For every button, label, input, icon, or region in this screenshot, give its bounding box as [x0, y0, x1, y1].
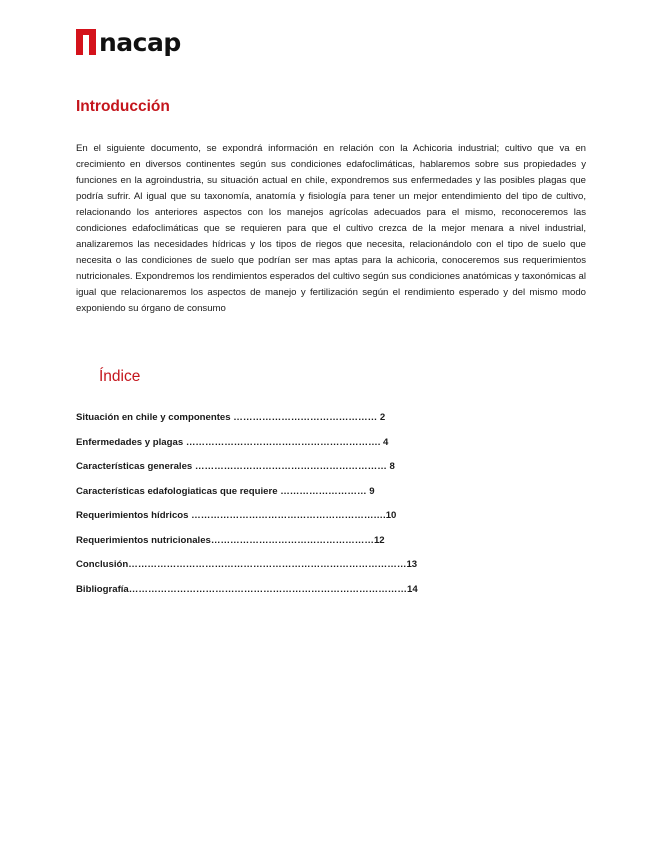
inacap-logo: [76, 26, 181, 58]
toc-entry: Características edafologiaticas que requiere ……………………… 9: [76, 485, 375, 497]
toc-entry: Requerimientos nutricionales……………………………………………12: [76, 534, 385, 546]
table-of-contents: [76, 412, 436, 608]
index-title: Índice: [99, 368, 141, 385]
logo-text: nacap: [99, 27, 181, 57]
logo-mark-icon: [76, 29, 96, 55]
toc-entry: Requerimientos hídricos …………………………………………………….10: [76, 510, 397, 521]
toc-entry: Situación en chile y componentes ……………………………………… 2: [76, 412, 386, 423]
toc-entry: Enfermedades y plagas ……………………………………………………. 4: [76, 436, 389, 448]
toc-entry: Características generales …………………………………………………… 8: [76, 461, 395, 472]
toc-entry: Conclusión……………………………………………………………………………13: [76, 559, 418, 570]
toc-entry: Bibliografía……………………………………………………………………………14: [76, 583, 418, 595]
intro-body: En el siguiente documento, se expondrá información en relación con la Achicoria industrial; cultivo que va en crecimiento en diversos continentes según sus condiciones edafoclimáticas, hablaremos sobre sus propiedades y funciones en la agroindustria, su situación actual en chile, expondremos sus enfermedades y las posibles plagas que podría sufrir. Al igual que su taxonomía, anatomía y fisiología para tener un mejor entendimiento del tipo de cultivo, relacionando los anteriores aspectos con los manejos agrícolas adecuados para el mismo, reconoceremos las condiciones edafoclimáticas que se requieren para que el cultivo crezca de la mejor menara a nivel industrial, analizaremos las necesidades hídricas y los tipos de riegos que necesita, relacionándolo con el tipo de suelo que necesita o las condiciones de suelo que podrían ser mas aptas para la achicoria, conoceremos sus requerimientos nutricionales. Expondremos los rendimientos esperados del cultivo según sus condiciones anatómicas y taxonómicas al igual que relacionaremos los aspectos de manejo y fertilización según el rendimiento esperado y del mismo modo exponiendo su órgano de consumo: [76, 143, 586, 314]
intro-title: Introducción: [76, 98, 170, 115]
